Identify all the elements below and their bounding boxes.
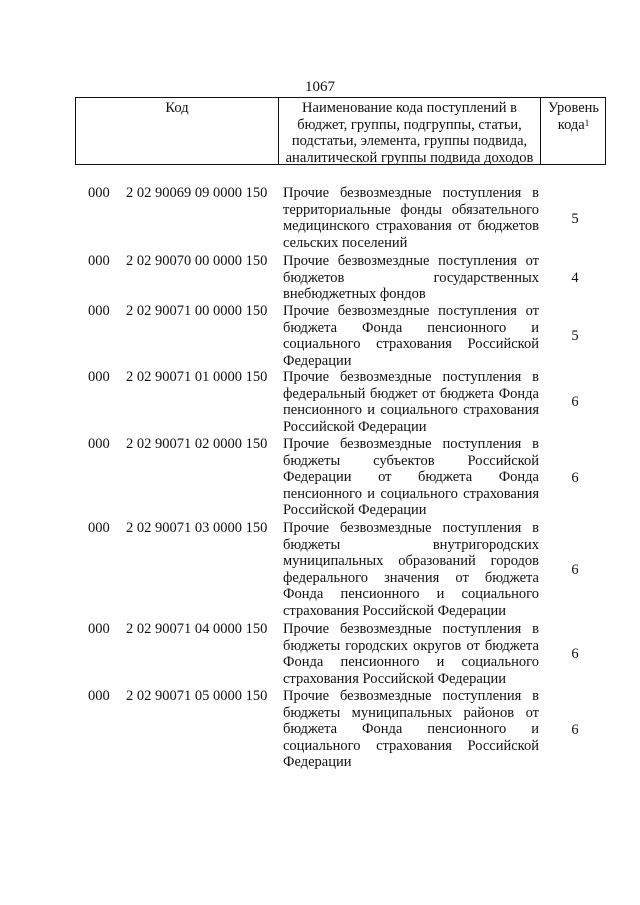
row-code: 2 02 90070 00 0000 150 (126, 253, 268, 269)
header-name-line: Наименование кода поступлений в (302, 100, 517, 116)
row-level: 6 (571, 721, 579, 738)
row-name: Прочие безвозмездные поступления от бюджета Фонда пенсионного и социального страхования Российской Федерации (283, 303, 539, 369)
header-level-line2 (541, 117, 606, 134)
row-level: 6 (571, 562, 579, 578)
row-code: 2 02 90069 09 0000 150 (126, 185, 268, 201)
row-prefix: 000 (88, 185, 110, 201)
row-name: Прочие безвозмездные поступления в бюджеты внутригородских муниципальных образований городов федерального значения от бюджета Фонда пенсионного и социального страхования Российской Федерации (283, 520, 539, 619)
header-name-line: аналитической группы подвида доходов (285, 149, 534, 166)
header-name (279, 98, 541, 164)
row-level: 4 (571, 269, 579, 286)
row-prefix: 000 (88, 688, 110, 704)
header-code: Код (76, 98, 279, 164)
row-level: 5 (571, 210, 579, 227)
table-row (0, 185, 640, 253)
row-prefix: 000 (88, 621, 110, 637)
row-level: 5 (571, 327, 579, 344)
row-name: Прочие безвозмездные поступления в федеральный бюджет от бюджета Фонда пенсионного и социального страхования Российской Федерации (283, 369, 539, 435)
row-code: 2 02 90071 01 0000 150 (126, 369, 268, 385)
table-row (0, 253, 640, 303)
table-body (0, 185, 640, 772)
row-level: 6 (571, 394, 579, 410)
row-name: Прочие безвозмездные поступления в территориальные фонды обязательного медицинского страхования от бюджетов сельских поселений (283, 185, 539, 251)
row-prefix: 000 (88, 369, 110, 385)
table-row (0, 621, 640, 688)
table-row (0, 688, 640, 772)
row-code: 2 02 90071 04 0000 150 (126, 621, 268, 637)
footnote-marker: 1 (584, 117, 590, 128)
row-name: Прочие безвозмездные поступления в бюджеты муниципальных районов от бюджета Фонда пенсионного и социального страхования Российской Федерации (283, 688, 539, 770)
table-header (75, 97, 606, 165)
row-level: 6 (571, 646, 579, 662)
row-code: 2 02 90071 05 0000 150 (126, 688, 268, 704)
row-code: 2 02 90071 00 0000 150 (126, 303, 268, 319)
row-name: Прочие безвозмездные поступления в бюджеты городских округов от бюджета Фонда пенсионного и социального страхования Российской Федерации (283, 621, 539, 687)
row-prefix: 000 (88, 303, 110, 319)
header-level-line1: Уровень (547, 100, 600, 116)
table-row (0, 436, 640, 520)
row-prefix: 000 (88, 520, 110, 536)
header-name-line: подстатьи, элемента, группы подвида, (291, 133, 528, 149)
row-level: 6 (571, 469, 579, 486)
row-name: Прочие безвозмездные поступления в бюджеты субъектов Российской Федерации от бюджета Фонда пенсионного и социального страхования Российской Федерации (283, 436, 539, 518)
row-code: 2 02 90071 02 0000 150 (126, 436, 268, 452)
table-row (0, 303, 640, 369)
row-name: Прочие безвозмездные поступления от бюджетов государственных внебюджетных фондов (283, 253, 539, 302)
table-row (0, 520, 640, 621)
row-code: 2 02 90071 03 0000 150 (126, 520, 268, 536)
table-row (0, 369, 640, 436)
row-prefix: 000 (88, 253, 110, 269)
page-number: 1067 (305, 79, 335, 95)
header-level-word: кода (557, 116, 585, 133)
header-name-line: бюджет, группы, подгруппы, статьи, (297, 116, 522, 133)
row-prefix: 000 (88, 436, 110, 452)
header-level (541, 98, 606, 164)
